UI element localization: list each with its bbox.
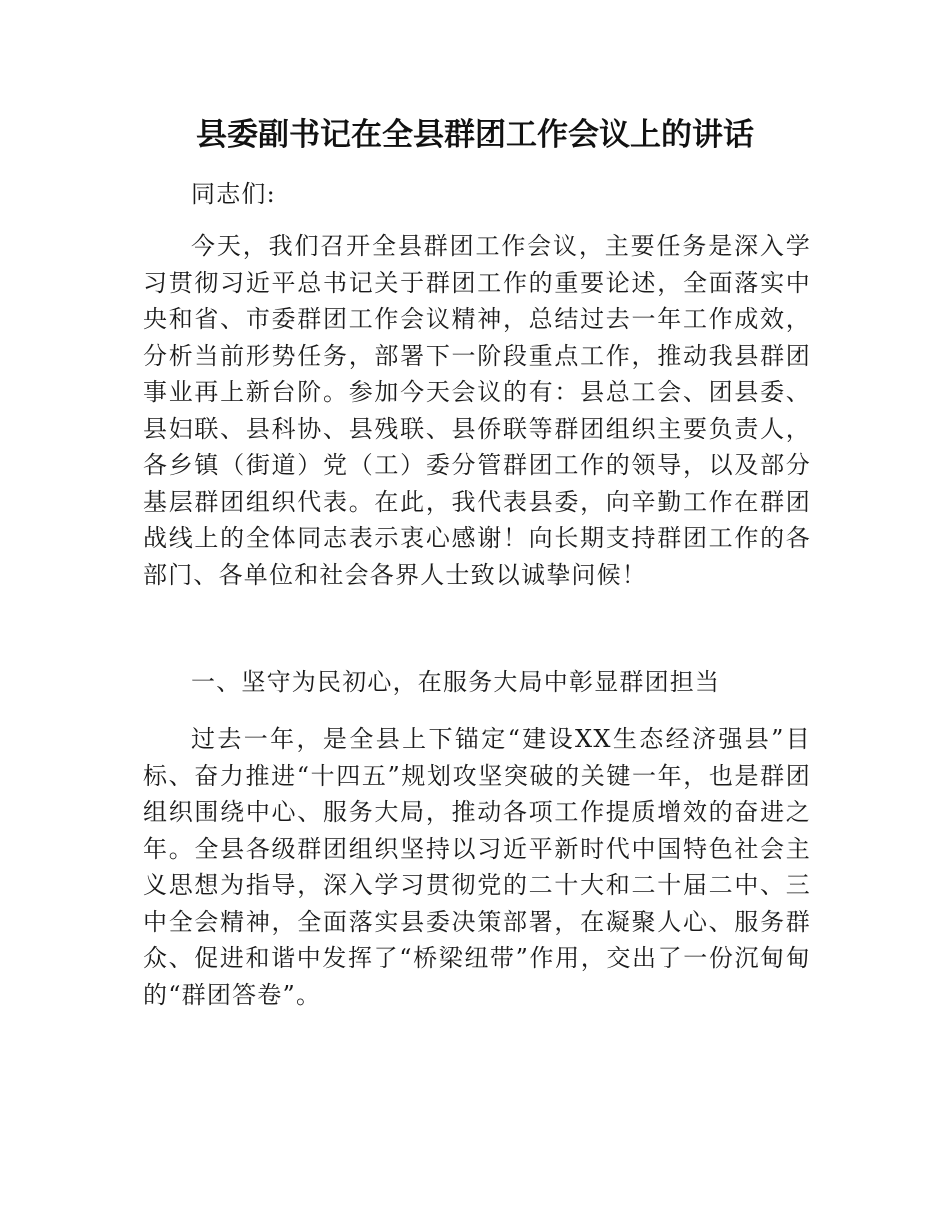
section-1-paragraph: 过去一年，是全县上下锚定“建设XX生态经济强县”目标、奋力推进“十四五”规划攻坚突破的关键一年，也是群团组织围绕中心、服务大局，推动各项工作提质增效的奋进之年。全县各级群团组织坚持以习近平新时代中国特色社会主义思想为指导，深入学习贯彻党的二十大和二十届二中、三中全会精神，全面落实县委决策部署，在凝聚人心、服务群众、促进和谐中发挥了“桥梁纽带”作用，交出了一份沉甸甸的“群团答卷”。 — [143, 725, 811, 1009]
opening-paragraph: 今天，我们召开全县群团工作会议，主要任务是深入学习贯彻习近平总书记关于群团工作的重要论述，全面落实中央和省、市委群团工作会议精神，总结过去一年工作成效，分析当前形势任务，部署下一阶段重点工作，推动我县群团事业再上新台阶。参加今天会议的有：县总工会、团县委、县妇联、县科协、县残联、县侨联等群团组织主要负责人，各乡镇（街道）党（工）委分管群团工作的领导，以及部分基层群团组织代表。在此，我代表县委，向辛勤工作在群团战线上的全体同志表示衷心感谢！向长期支持群团工作的各部门、各单位和社会各界人士致以诚挚问候！ — [143, 232, 811, 589]
salutation: 同志们: — [191, 180, 276, 208]
document-title: 县委副书记在全县群团工作会议上的讲话 — [196, 117, 754, 153]
section-heading-1: 一、坚守为民初心，在服务大局中彰显群团担当 — [191, 668, 721, 696]
